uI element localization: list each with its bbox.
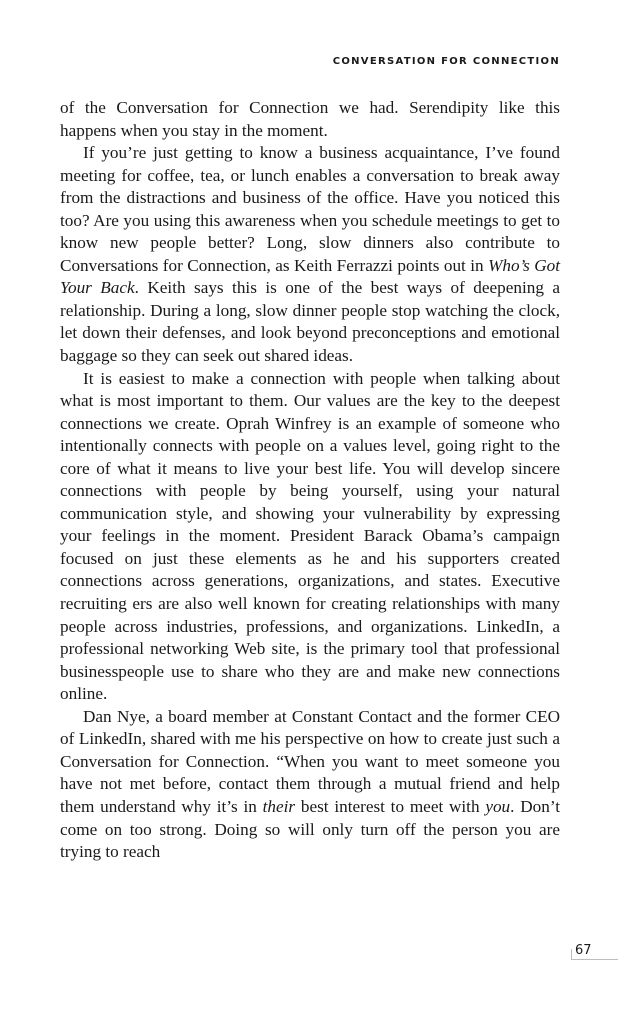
paragraph (60, 142, 560, 367)
italic-text: you (485, 796, 511, 816)
paragraph (60, 368, 560, 706)
text-run: It is easiest to make a connection with people when talking about what is most important to them. Our values are the key to the deepest connections we create. Oprah Winfrey is an example of someone who intentionally connects with people on a values level, going right to the core of what it means to live your best life. You will develop sincere connections with people by being yourself, using your natural communication style, and showing your vulnerability by expressing your feelings in the moment. President Barack Obama’s campaign focused on just these elements as he and his supporters created connections across generations, organizations, and states. Executive recruiting ers are also well known for creating relationships with many people across industries, professions, and organizations. LinkedIn, a professional networking Web site, is the primary tool that professional businesspeople use to share who they are and make new connections online. (60, 368, 560, 704)
page-number: 67 (575, 943, 592, 958)
text-run: best interest to meet with (295, 796, 486, 816)
text-run: Dan Nye, a board member at Constant Contact and the former CEO of LinkedIn, shared with me his perspective on how to create just such a Conversation for Connection. “When you want to meet someone you have not met before, contact them through a mutual friend and help them understand why it’s in (60, 706, 560, 816)
running-head: CONVERSATION FOR CONNECTION (332, 56, 560, 67)
page-number-rule (571, 959, 618, 960)
text-run: . Keith says this is one of the best ways of deepening a relationship. During a long, slow dinner people stop watching the clock, let down their defenses, and look beyond preconceptions and emotional baggage so they can seek out shared ideas. (60, 278, 560, 366)
paragraph (60, 97, 560, 142)
paragraph (60, 706, 560, 864)
body-text (60, 97, 560, 864)
italic-text: their (262, 796, 296, 816)
text-run: of the Conversation for Connection we had. Serendipity like this happens when you stay in the moment. (60, 98, 560, 140)
text-run: If you’re just getting to know a business acquaintance, I’ve found meeting for coffee, tea, or lunch enables a conversation to break away from the distractions and business of the office. Have you noticed this too? Are you using this awareness when you schedule meetings to get to know new people better? Long, slow dinners also contribute to Conversations for Connection, as Keith Ferrazzi points out in (60, 143, 560, 275)
italic-text: Who’s Got Your Back (60, 255, 561, 298)
text-run: . Don’t come on too strong. Doing so will only turn off the person you are trying to reach (60, 796, 561, 862)
